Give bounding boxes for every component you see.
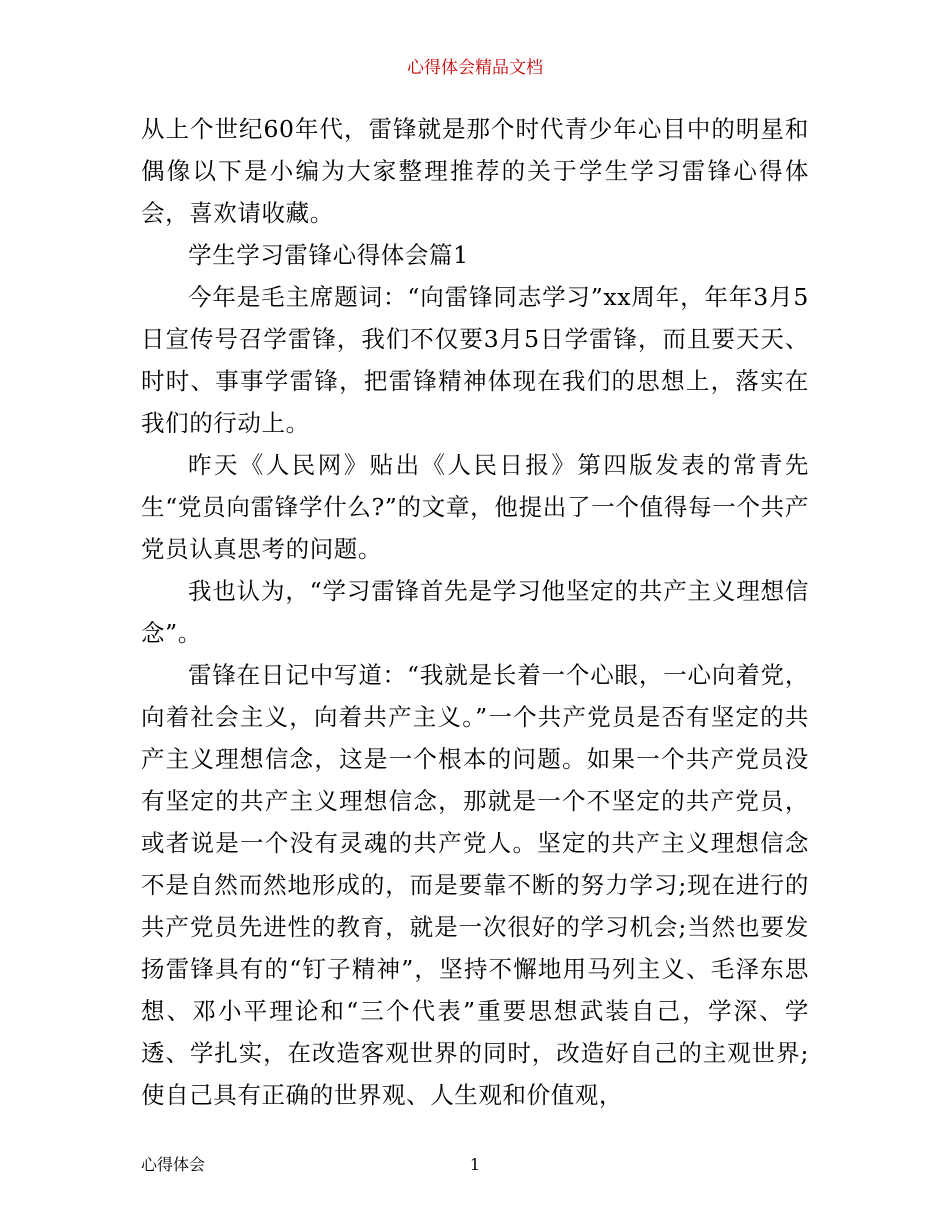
footer-label: 心得体会 (141, 1155, 206, 1174)
section-heading: 学生学习雷锋心得体会篇1 (188, 241, 469, 269)
paragraph-intro: 从上个世纪60年代，雷锋就是那个时代青少年心目中的明星和偶像以下是小编为大家整理推荐的关于学生学习雷锋心得体会，喜欢请收藏。 (141, 115, 809, 227)
document-body (141, 108, 809, 1116)
page-header-title: 心得体会精品文档 (407, 58, 543, 78)
paragraph: 雷锋在日记中写道：“我就是长着一个心眼，一心向着党，向着社会主义，向着共产主义。”一个共产党员是否有坚定的共产主义理想信念，这是一个根本的问题。如果一个共产党员没有坚定的共产主义理想信念，那就是一个不坚定的共产党员，或者说是一个没有灵魂的共产党人。坚定的共产主义理想信念不是自然而然地形成的，而是要靠不断的努力学习;现在进行的共产党员先进性的教育，就是一次很好的学习机会;当然也要发扬雷锋具有的“钉子精神”，坚持不懈地用马列主义、毛泽东思想、邓小平理论和“三个代表”重要思想武装自己，学深、学透、学扎实，在改造客观世界的同时，改造好自己的主观世界;使自己具有正确的世界观、人生观和价值观， (141, 661, 809, 1109)
paragraph: 今年是毛主席题词：“向雷锋同志学习”xx周年，年年3月5日宣传号召学雷锋，我们不仅要3月5日学雷锋，而且要天天、时时、事事学雷锋，把雷锋精神体现在我们的思想上，落实在我们的行动上。 (141, 283, 809, 437)
paragraph: 昨天《人民网》贴出《人民日报》第四版发表的常青先生“党员向雷锋学什么?”的文章，他提出了一个值得每一个共产党员认真思考的问题。 (141, 451, 809, 563)
paragraph: 我也认为，“学习雷锋首先是学习他坚定的共产主义理想信念”。 (141, 577, 809, 647)
page-number: 1 (469, 1155, 481, 1174)
